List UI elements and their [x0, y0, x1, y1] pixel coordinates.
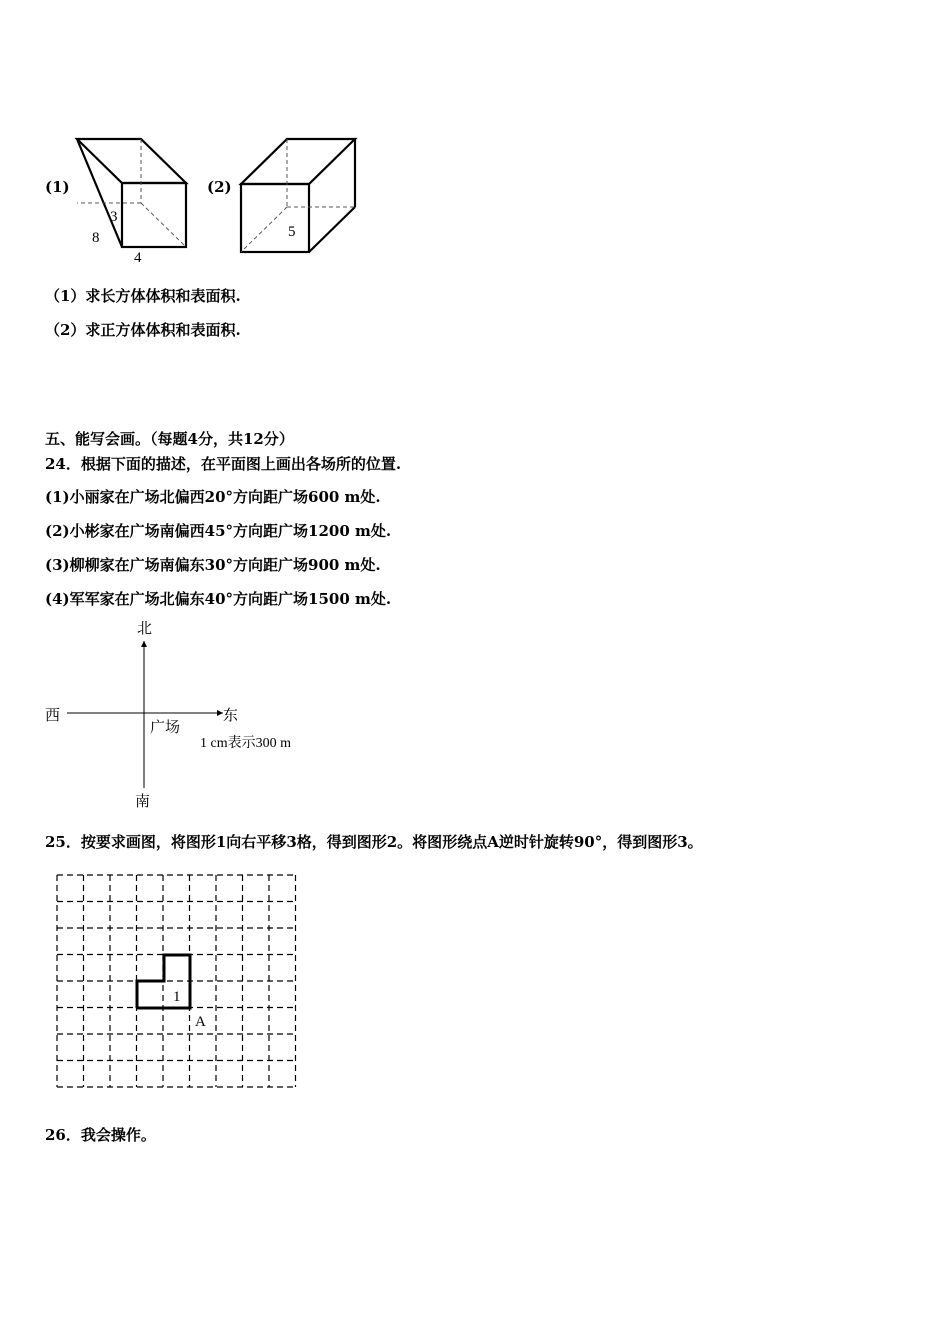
dashed-grid — [57, 875, 296, 1087]
compass-diagram — [40, 615, 330, 815]
q24-item-2: (2)小彬家在广场南偏西45°方向距广场1200 m处. — [45, 522, 392, 540]
q24-item-1: (1)小丽家在广场北偏西20°方向距广场600 m处. — [45, 488, 381, 506]
grid-figure — [50, 868, 310, 1098]
q24-item-4: (4)军军家在广场北偏东40°方向距广场1500 m处. — [45, 590, 392, 608]
figure-2-label: (2) — [207, 178, 232, 196]
north-label: 北 — [137, 621, 153, 637]
q23-task-1: （1）求长方体体积和表面积. — [45, 287, 241, 305]
q25-stem: 25．按要求画图，将图形1向右平移3格，得到图形2。将图形绕点A逆时针旋转90°，得到图形3。 — [45, 833, 703, 851]
cuboid-depth-label: 8 — [92, 230, 100, 246]
shape-1-label: 1 — [173, 989, 181, 1005]
cube-edge-label: 5 — [288, 224, 296, 240]
q24-stem: 24．根据下面的描述，在平面图上画出各场所的位置. — [45, 455, 402, 473]
scale-label: 1 cm表示300 m — [200, 736, 291, 751]
q23-task-2: （2）求正方体体积和表面积. — [45, 321, 241, 339]
figure-1-label: (1) — [45, 178, 70, 196]
point-a-label: A — [195, 1014, 206, 1030]
cuboid-figure — [70, 132, 195, 267]
west-label: 西 — [45, 708, 61, 724]
east-label: 东 — [223, 708, 239, 724]
plaza-label: 广场 — [150, 720, 181, 736]
q26-stem: 26．我会操作。 — [45, 1126, 156, 1144]
south-label: 南 — [135, 794, 151, 810]
cuboid-width-label: 4 — [134, 250, 142, 266]
cuboid-height-label: 3 — [110, 209, 118, 225]
section-heading: 五、能写会画。（每题4分，共12分） — [45, 430, 294, 448]
cube-figure — [235, 132, 365, 262]
q24-item-3: (3)柳柳家在广场南偏东30°方向距广场900 m处. — [45, 556, 381, 574]
